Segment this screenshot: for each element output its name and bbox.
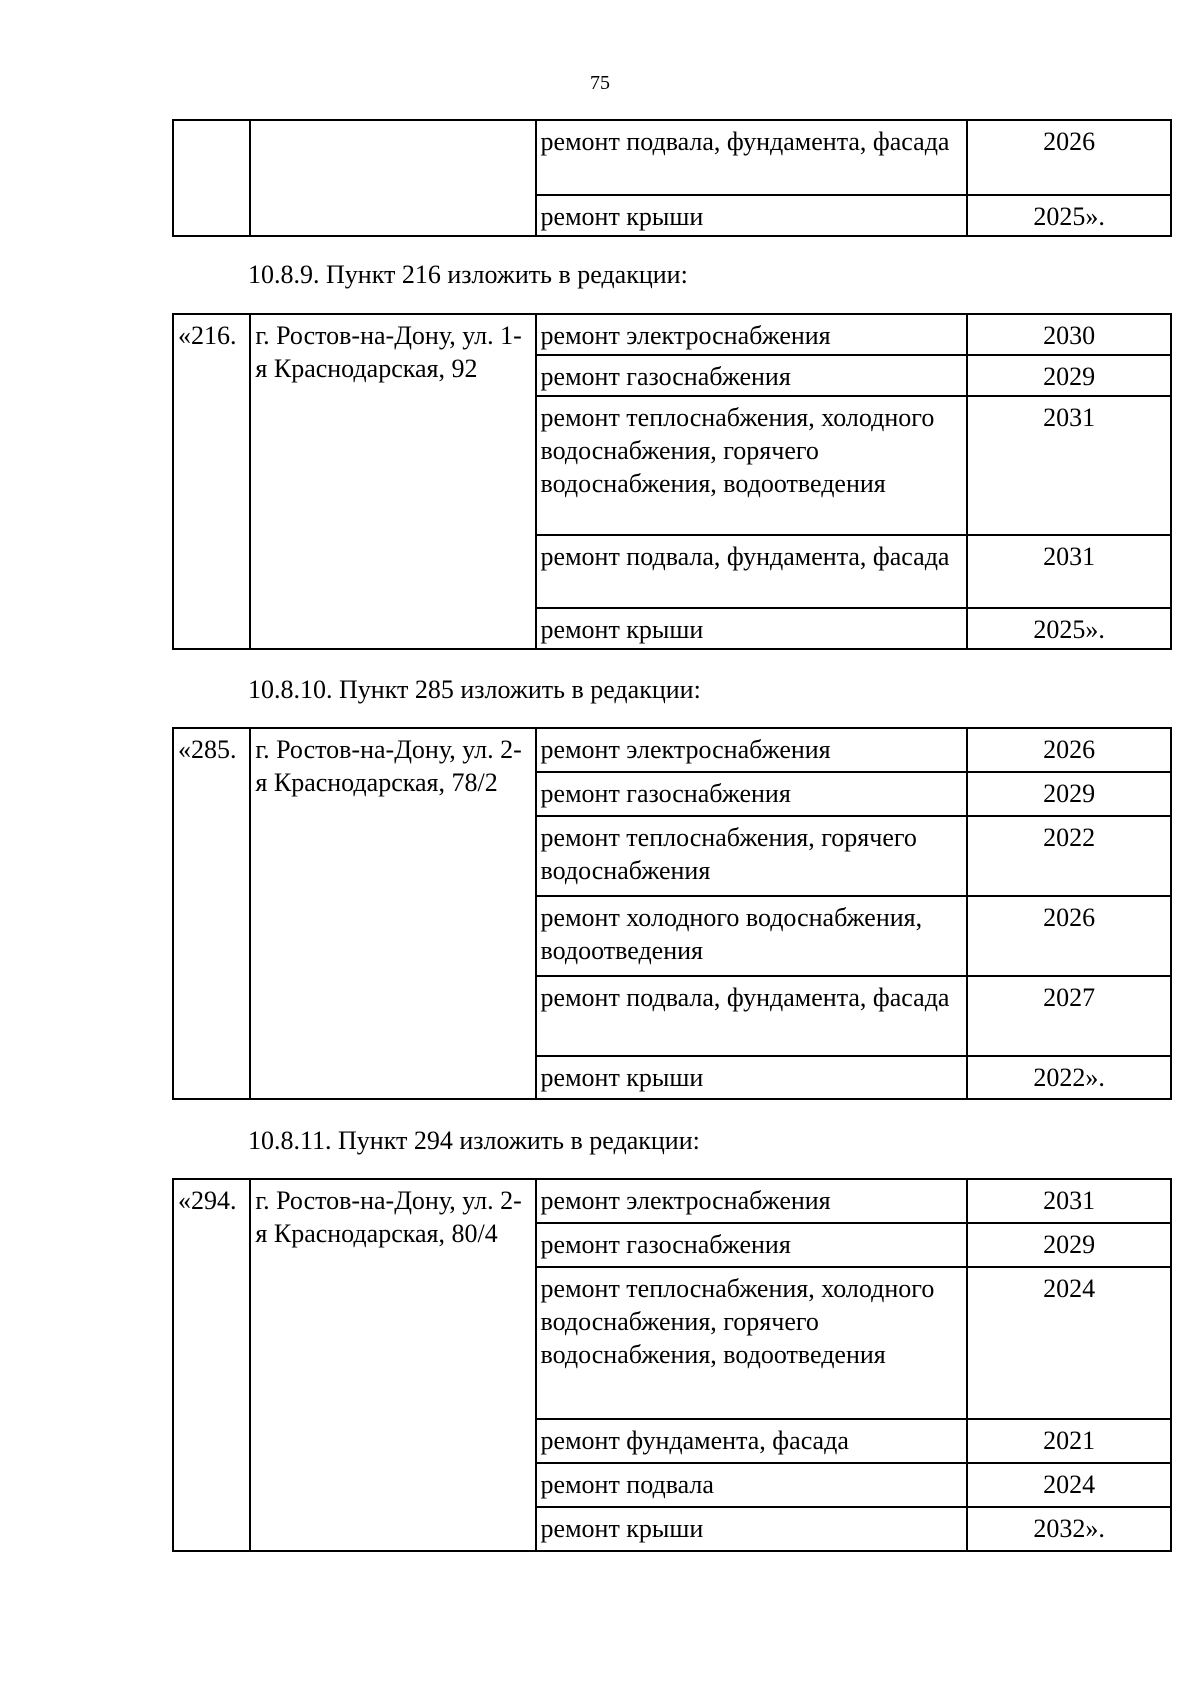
item-number-cell: «216. <box>173 314 250 649</box>
year-cell: 2024 <box>967 1267 1171 1419</box>
work-cell: ремонт фундамента, фасада <box>536 1419 968 1463</box>
section-title: 10.8.10. Пункт 285 изложить в редакции: <box>248 675 701 704</box>
item-number-cell: «285. <box>173 728 250 1099</box>
work-cell: ремонт крыши <box>536 1507 968 1551</box>
table-row <box>173 728 1171 772</box>
year-cell: 2029 <box>967 1223 1171 1267</box>
work-cell: ремонт теплоснабжения, холодного водоснабжения, горячего водоснабжения, водоотведения <box>536 396 968 535</box>
address-cell: г. Ростов-на-Дону, ул. 2-я Краснодарская, 78/2 <box>250 728 535 1099</box>
year-cell: 2029 <box>967 355 1171 396</box>
section-title: 10.8.9. Пункт 216 изложить в редакции: <box>248 260 688 289</box>
item-number-cell: «294. <box>173 1179 250 1551</box>
address-cell: г. Ростов-на-Дону, ул. 1-я Краснодарская, 92 <box>250 314 535 649</box>
work-cell: ремонт крыши <box>536 195 968 236</box>
table-row <box>173 120 1171 195</box>
year-cell: 2025». <box>967 608 1171 649</box>
work-cell: ремонт теплоснабжения, холодного водоснабжения, горячего водоснабжения, водоотведения <box>536 1267 968 1419</box>
work-cell: ремонт теплоснабжения, горячего водоснабжения <box>536 816 968 896</box>
year-cell: 2031 <box>967 535 1171 608</box>
work-cell: ремонт газоснабжения <box>536 355 968 396</box>
item-285-table <box>172 727 1172 1100</box>
year-cell: 2027 <box>967 976 1171 1056</box>
year-cell: 2026 <box>967 728 1171 772</box>
year-cell: 2022 <box>967 816 1171 896</box>
year-cell: 2026 <box>967 896 1171 976</box>
work-cell: ремонт подвала, фундамента, фасада <box>536 535 968 608</box>
year-cell: 2031 <box>967 1179 1171 1223</box>
year-cell: 2026 <box>967 120 1171 195</box>
year-cell: 2021 <box>967 1419 1171 1463</box>
item-number-cell <box>173 120 250 236</box>
work-cell: ремонт крыши <box>536 1056 968 1099</box>
work-cell: ремонт подвала, фундамента, фасада <box>536 976 968 1056</box>
year-cell: 2024 <box>967 1463 1171 1507</box>
continuation-table <box>172 119 1172 237</box>
year-cell: 2022». <box>967 1056 1171 1099</box>
section-title: 10.8.11. Пункт 294 изложить в редакции: <box>248 1126 700 1155</box>
year-cell: 2030 <box>967 314 1171 355</box>
address-cell <box>250 120 535 236</box>
year-cell: 2031 <box>967 396 1171 535</box>
year-cell: 2032». <box>967 1507 1171 1551</box>
work-cell: ремонт газоснабжения <box>536 1223 968 1267</box>
address-cell: г. Ростов-на-Дону, ул. 2-я Краснодарская, 80/4 <box>250 1179 535 1551</box>
table-row <box>173 1179 1171 1223</box>
work-cell: ремонт холодного водоснабжения, водоотведения <box>536 896 968 976</box>
work-cell: ремонт электроснабжения <box>536 314 968 355</box>
work-cell: ремонт подвала <box>536 1463 968 1507</box>
work-cell: ремонт электроснабжения <box>536 1179 968 1223</box>
work-cell: ремонт подвала, фундамента, фасада <box>536 120 968 195</box>
work-cell: ремонт электроснабжения <box>536 728 968 772</box>
item-294-table <box>172 1178 1172 1552</box>
table-row <box>173 314 1171 355</box>
page-number: 75 <box>590 72 610 94</box>
year-cell: 2029 <box>967 772 1171 816</box>
work-cell: ремонт крыши <box>536 608 968 649</box>
year-cell: 2025». <box>967 195 1171 236</box>
work-cell: ремонт газоснабжения <box>536 772 968 816</box>
item-216-table <box>172 313 1172 650</box>
